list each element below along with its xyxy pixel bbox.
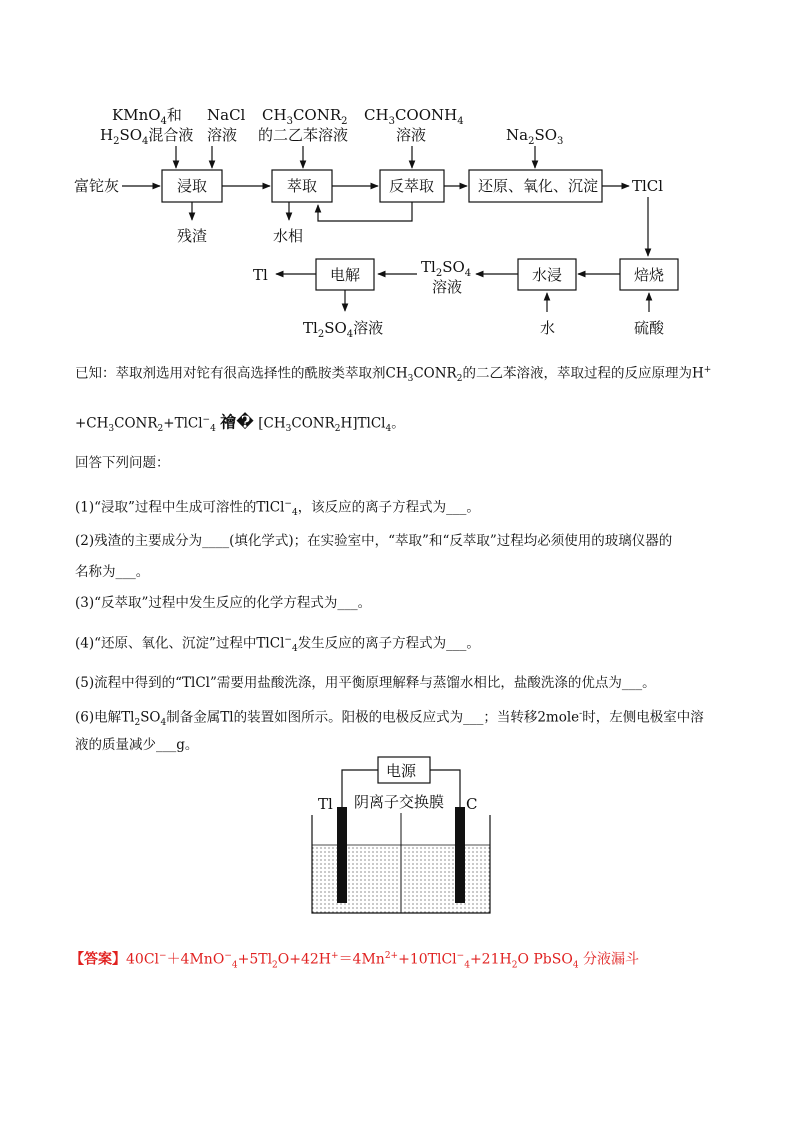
- question-1: (1)“浸取”过程中生成可溶性的TlCl−$_4$，该反应的离子方程式为___。: [75, 499, 480, 519]
- reagent-ch3coonh4: $CH_3COONH_4$: [364, 106, 464, 127]
- question-2-line-2: 名称为___。: [75, 564, 150, 580]
- question-6-line-2: 液的质量减少___g。: [75, 737, 199, 753]
- product-water-phase: 水相: [273, 227, 304, 245]
- product-residue: 残渣: [177, 227, 208, 245]
- box-reduction-label: 还原、氧化、沉淀: [478, 177, 599, 195]
- box-back-extraction-label: 反萃取: [389, 177, 435, 195]
- box-leaching-label: 浸取: [177, 177, 208, 195]
- question-3: (3)“反萃取”过程中发生反应的化学方程式为___。: [75, 595, 372, 611]
- box-water-leaching-label: 水浸: [532, 266, 563, 284]
- reagent-water: 水: [540, 319, 556, 337]
- electrode-tl: [337, 807, 347, 903]
- reagent-nacl-solution: 溶液: [207, 126, 238, 144]
- start-material: 富铊灰: [74, 177, 120, 195]
- product-tl2so4-solution: 溶液: [432, 278, 463, 296]
- question-4: (4)“还原、氧化、沉淀”过程中TlCl−$_4$发生反应的离子方程式为___。: [75, 635, 480, 655]
- known-line-2: $+CH_3CONR_2+TlCl^-_4$ 禬� $[CH_3CONR_2H]TlCl_4$。: [75, 412, 405, 435]
- prompt-line: 回答下列问题：: [75, 455, 170, 471]
- electrode-c-label: C: [466, 795, 478, 813]
- electrode-c: [455, 807, 465, 903]
- power-source-label: 电源: [386, 762, 417, 780]
- known-line-1: 已知：萃取剂选用对铊有很高选择性的酰胺类萃取剂$CH_3CONR_2$的二乙苯溶液，萃取过程的反应原理为H+: [75, 365, 712, 385]
- reagent-ch3conr2: $CH_3CONR_2$: [262, 106, 348, 127]
- reagent-h2so4: $H_2SO_4$混合液: [100, 126, 194, 147]
- reagent-diethylbenzene: 的二乙苯溶液: [258, 126, 349, 144]
- product-tl: Tl: [253, 266, 268, 284]
- reagent-ch3coonh4-solution: 溶液: [396, 126, 427, 144]
- membrane-label: 阴离子交换膜: [354, 793, 445, 811]
- reagent-kmno4: KMnO$_4$和: [112, 106, 182, 127]
- box-electrolysis-label: 电解: [330, 266, 361, 284]
- reagent-sulfuric-acid: 硫酸: [634, 319, 665, 337]
- process-flowchart: [0, 0, 800, 345]
- electrolysis-cell-diagram: [300, 755, 500, 925]
- reagent-na2so3: $Na_2SO_3$: [506, 126, 564, 147]
- question-6-line-1: (6)电解$Tl_2SO_4$制备金属Tl的装置如图所示。阳极的电极反应式为___；当转移2mole-时，左侧电极室中溶: [75, 709, 704, 729]
- question-5: (5)流程中得到的“TlCl”需要用盐酸洗涤，用平衡原理解释与蒸馏水相比，盐酸洗涤的优点为___。: [75, 675, 656, 691]
- box-extraction-label: 萃取: [287, 177, 318, 195]
- answer-line: 【答案】$40Cl^-+4MnO^-_4+5Tl_2O+42H^+=4Mn^{2+}+10TlCl^-_4+21H_2O$ PbSO$_4$ 分液漏斗: [70, 951, 640, 971]
- product-tlcl: TlCl: [632, 177, 664, 195]
- product-tl2so4-bottom: $Tl_2SO_4$溶液: [303, 319, 384, 340]
- product-tl2so4: $Tl_2SO_4$: [421, 258, 472, 279]
- electrode-tl-label: Tl: [318, 795, 333, 813]
- reagent-nacl: NaCl: [207, 106, 246, 124]
- question-2-line-1: (2)残渣的主要成分为____(填化学式)；在实验室中，“萃取”和“反萃取”过程均必须使用的玻璃仪器的: [75, 533, 673, 549]
- box-roasting-label: 焙烧: [634, 266, 665, 284]
